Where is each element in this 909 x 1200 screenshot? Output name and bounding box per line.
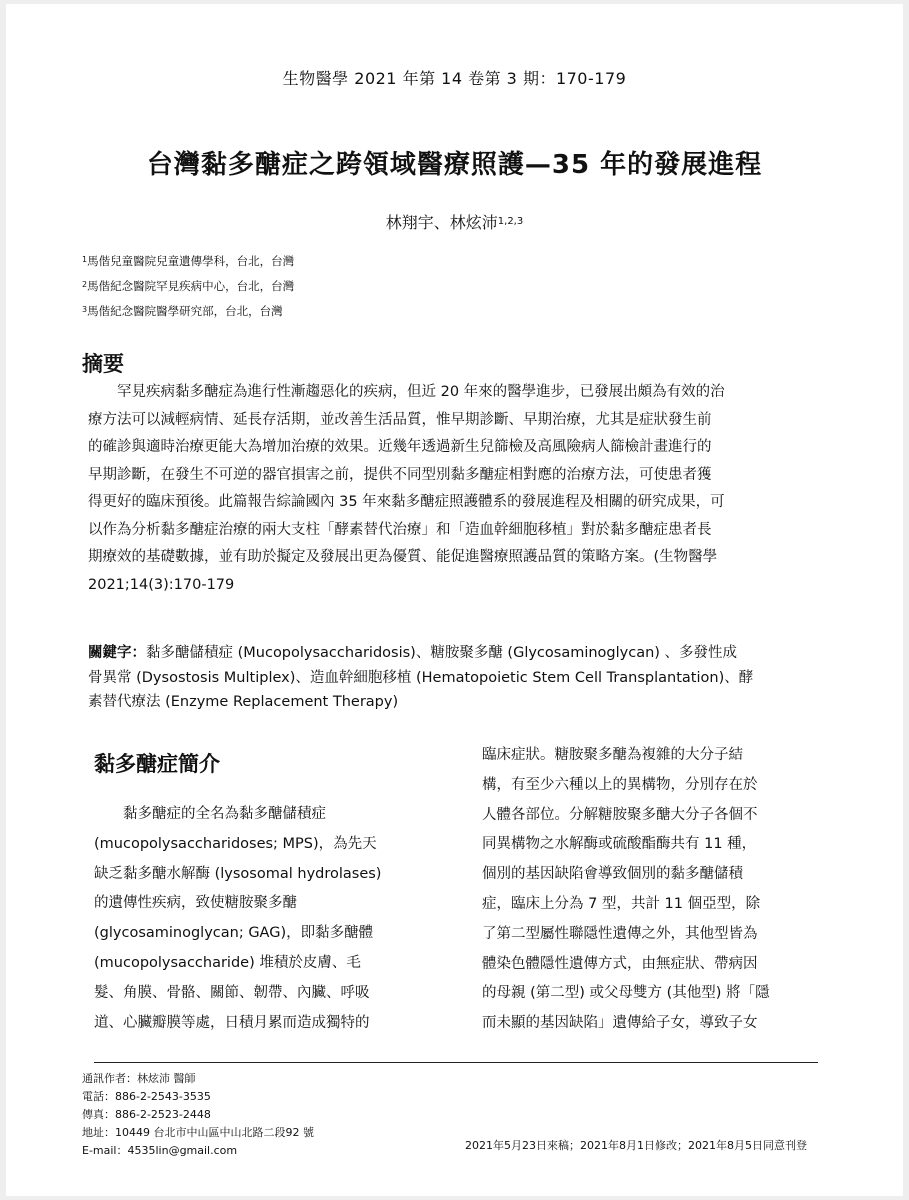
- contact-fax: 傳真：886-2-2523-2448: [82, 1108, 211, 1121]
- body-line: 症，臨床上分為 7 型，共計 11 個亞型，除: [482, 895, 761, 912]
- section-heading-intro: 黏多醣症簡介: [94, 752, 220, 776]
- body-line: 髮、角膜、骨骼、關節、韌帶、內臟、呼吸: [94, 984, 370, 1001]
- body-line: 道、心臟瓣膜等處，日積月累而造成獨特的: [94, 1014, 370, 1031]
- keywords-line: 黏多醣儲積症 (Mucopolysaccharidosis)、糖胺聚多醣 (Glycosaminoglycan) 、多發性成: [146, 645, 738, 661]
- affiliation-1: [82, 252, 294, 269]
- body-line: (glycosaminoglycan; GAG)，即黏多醣體: [94, 925, 374, 942]
- abstract-body: [88, 379, 816, 599]
- affiliation-3: [82, 302, 283, 319]
- body-line: 黏多醣症的全名為黏多醣儲積症: [94, 806, 326, 822]
- affiliation-number: 3: [82, 305, 88, 314]
- body-line: 了第二型屬性聯隱性遺傳之外，其他型皆為: [482, 925, 758, 942]
- affiliation-text: 馬偕兒童醫院兒童遺傳學科，台北，台灣: [87, 254, 295, 268]
- contact-email: E-mail：4535lin@gmail.com: [82, 1144, 238, 1157]
- author-affiliation-marks: 1,2,3: [497, 216, 524, 227]
- body-line: (mucopolysaccharide) 堆積於皮膚、毛: [94, 954, 361, 971]
- body-line: 人體各部位。分解糖胺聚多醣大分子各個不: [482, 806, 758, 823]
- abstract-line: 得更好的臨床預後。此篇報告綜論國內 35 年來黏多醣症照護體系的發展進程及相關的研究成果，可: [88, 494, 725, 510]
- body-line: 體染色體隱性遺傳方式，由無症狀、帶病因: [482, 955, 758, 972]
- intro-left-column: [94, 800, 420, 1038]
- affiliation-text: 馬偕紀念醫院罕見疾病中心，台北，台灣: [87, 279, 295, 293]
- contact-phone: 電話：886-2-2543-3535: [82, 1090, 211, 1103]
- author-names: 林翔宇、林炫沛: [385, 213, 498, 232]
- body-line: 而未顯的基因缺陷」遺傳給子女，導致子女: [482, 1015, 758, 1032]
- affiliation-number: 1: [82, 255, 88, 264]
- manuscript-history: 2021年5月23日來稿；2021年8月1日修改；2021年8月5日同意刊登: [465, 1139, 807, 1152]
- body-line: 的母親 (第二型) 或父母雙方 (其他型) 將「隱: [482, 985, 770, 1002]
- footnote-divider: [94, 1062, 818, 1063]
- contact-author: 通訊作者：林炫沛 醫師: [82, 1072, 196, 1085]
- body-line: 臨床症狀。糖胺聚多醣為複雜的大分子結: [482, 747, 743, 763]
- body-line: (mucopolysaccharidoses; MPS)，為先天: [94, 835, 377, 852]
- corresponding-author-info: [82, 1070, 314, 1160]
- affiliation-text: 馬偕紀念醫院醫學研究部，台北，台灣: [87, 304, 283, 318]
- keywords-line: 骨異常 (Dysostosis Multiplex)、造血幹細胞移植 (Hematopoietic Stem Cell Transplantation)、酵: [88, 669, 754, 686]
- intro-right-column: [482, 741, 810, 1039]
- body-line: 的遺傳性疾病，致使糖胺聚多醣: [94, 895, 297, 912]
- keywords-block: [88, 641, 816, 715]
- body-line: 個別的基因缺陷會導致個別的黏多醣儲積: [482, 866, 743, 883]
- abstract-line: 2021;14(3):170-179: [88, 576, 235, 593]
- abstract-line: 期療效的基礎數據，並有助於擬定及發展出更為優質、能促進醫療照護品質的策略方案。(生物醫學: [88, 549, 718, 565]
- abstract-line: 的確診與適時治療更能大為增加治療的效果。近幾年透過新生兒篩檢及高風險病人篩檢計畫進行的: [88, 439, 712, 455]
- abstract-line: 以作為分析黏多醣症治療的兩大支柱「酵素替代治療」和「造血幹細胞移植」對於黏多醣症患者長: [88, 521, 712, 538]
- paper-title: 台灣黏多醣症之跨領域醫療照護—35 年的發展進程: [146, 150, 763, 180]
- body-line: 同異構物之水解酶或硫酸酯酶共有 11 種，: [482, 836, 757, 853]
- affiliation-2: [82, 277, 294, 294]
- contact-address: 地址：10449 台北市中山區中山北路二段92 號: [82, 1126, 314, 1139]
- keywords-line: 素替代療法 (Enzyme Replacement Therapy): [88, 694, 399, 710]
- paper-page: [6, 4, 903, 1196]
- abstract-line: 療方法可以減輕病情、延長存活期，並改善生活品質，惟早期診斷、早期治療，尤其是症狀發生前: [88, 411, 712, 428]
- journal-header: 生物醫學 2021 年第 14 卷第 3 期：170-179: [282, 69, 627, 88]
- body-line: 缺乏黏多醣水解酶 (lysosomal hydrolases): [94, 865, 382, 882]
- abstract-heading: 摘要: [82, 352, 124, 376]
- keywords-label: 關鍵字：: [88, 645, 146, 661]
- abstract-line: 早期診斷，在發生不可逆的器官損害之前，提供不同型別黏多醣症相對應的治療方法，可使患者獲: [88, 466, 712, 483]
- affiliation-number: 2: [82, 280, 88, 289]
- abstract-line: 罕見疾病黏多醣症為進行性漸趨惡化的疾病，但近 20 年來的醫學進步，已發展出頗為有效的治: [88, 384, 725, 400]
- author-line: [6, 210, 903, 233]
- body-line: 構，有至少六種以上的異構物，分別存在於: [482, 776, 758, 793]
